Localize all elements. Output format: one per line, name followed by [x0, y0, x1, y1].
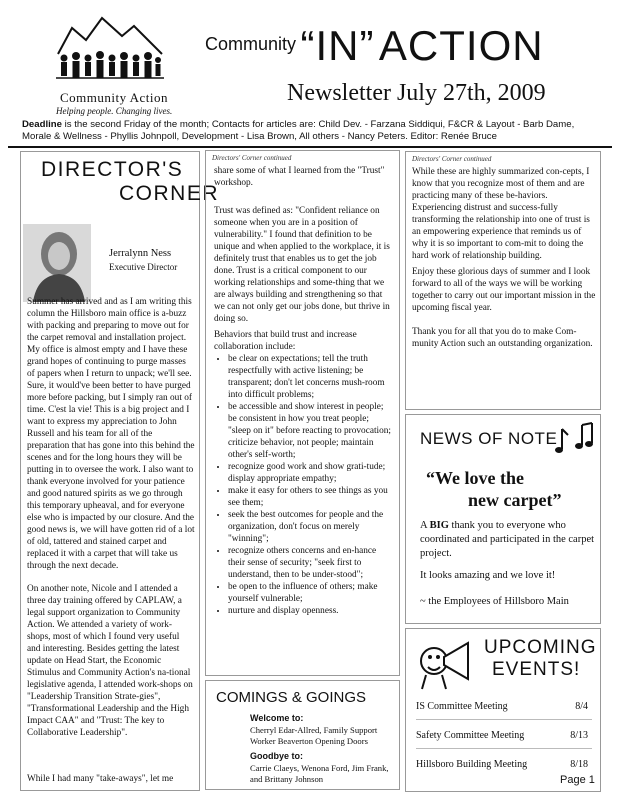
- column3-paragraph-2: Enjoy these glorious days of summer and I look forward to all of the ways we will be working together to carry out our important mission in the upcoming fiscal year.: [412, 267, 596, 313]
- upcoming-events-heading: [484, 637, 597, 681]
- deadline-text: is the second Friday of the month; Contacts for articles are: Child Dev. - Farzana Siddiqui, F&CR & Layout - Barb Dame, Morale & Wellness - Phyllis Johnpoll, Development - Lisa Brown, All others - Nancy Peters. Editor: Renée Bruce: [22, 119, 575, 142]
- logo-tagline: Helping people. Changing lives.: [56, 106, 173, 116]
- trust-behaviors-list: [214, 353, 394, 617]
- directors-corner-paragraph-1: Summer has arrived and as I am writing this column the Hillsboro main office is a-buzz with packing and preparing to move out for the carpet removal and installation project. My office is almost empty and I have these grand hopes of continuing to purge masses of papers when I return to unpack; we'll see. Sure, it would've been better to have purged more before packing, but I simply ran out of time. C'est la vie! This is a big project and I want to express my appreciation to John Russell and his team for all of the preparation that has gone into this behind the scenes and for the long hours they will be putting in to oversee the work. I also want to thank everyone involved for your patience and good natured spirits as we go through this temporary upheaval, and for everyone else who is impacted by our closure. And the good news is, we will have gotten rid of a lot of old, tattered and stained carpet and replaced it with a carpet that will take us through the next decade.: [27, 297, 195, 571]
- event-divider: [416, 719, 592, 720]
- upcoming-heading-line-2: EVENTS!: [492, 659, 581, 680]
- deadline-label: Deadline: [22, 119, 62, 130]
- column3-paragraph-1: While these are highly summarized con-cepts, I know that you recognize most of them and are practicing many of these be-haviors. Experiencing distrust and success-fully transforming the relationship into one of trust is an empowering experience that reminds us of why it is so important to com-mit to doing the hard work of relationship building.: [412, 167, 590, 261]
- column2-paragraph-3: Behaviors that build trust and increase collaboration include:: [214, 330, 357, 352]
- news-of-note-heading: NEWS OF NOTE: [420, 429, 558, 448]
- column2-paragraph-1: share some of what I learned from the "Trust" workshop.: [214, 166, 385, 188]
- continued-label: Directors' Corner continued: [212, 154, 292, 162]
- list-item: • be accessible and show interest in people; be consistent in how you treat people; "sleep on it" before reacting to provocation; criticize behavior, not people; maintain other's self-worth;: [228, 401, 394, 461]
- news-quote: [420, 467, 596, 511]
- music-notes-icon: [552, 421, 596, 457]
- column3-paragraph-3: Thank you for all that you do to make Com-munity Action such an outstanding organization.: [412, 327, 593, 349]
- welcome-text: Cherryl Edar-Allred, Family Support Worker Beaverton Opening Doors: [250, 725, 378, 746]
- directors-corner-paragraph-2: On another note, Nicole and I attended a three day training offered by CAPLAW, a legal support organization to Community Action. We attended a variety of work-shops, most of which I found very useful and interesting. Besides getting the latest update on Head Start, the Economic Stimulus and Community Action's na-tional legislative agenda, I attended work-shops on "Leadership Transition Strate-gies", "Transformational Leadership and the High Impact CAA" and "Trust: The key to Collaborative Leadership".: [27, 584, 193, 738]
- directors-corner-paragraph-3: While I had many "take-aways", let me: [27, 774, 174, 784]
- event-divider: [416, 748, 592, 749]
- community-action-logo: [38, 14, 188, 114]
- directors-corner: [20, 151, 220, 791]
- title-action: ACTION: [378, 22, 544, 69]
- deadline-notice: [22, 119, 602, 143]
- event-name: Safety Committee Meeting: [416, 730, 525, 741]
- masthead: [205, 22, 605, 117]
- list-item: • be clear on expectations; tell the truth respectfully with active listening; be transparent; don't let concerns mush-room into difficult problems;: [228, 353, 394, 401]
- news-paragraph-1-lead: A: [420, 520, 430, 531]
- event-row: [416, 701, 594, 712]
- directors-corner-heading-2: CORNER: [119, 182, 220, 205]
- continued-label: Directors' Corner continued: [412, 155, 492, 163]
- title-community: Community: [205, 34, 297, 54]
- event-row: [416, 730, 594, 741]
- welcome-label: Welcome to:: [250, 713, 304, 723]
- goodbye-label: Goodbye to:: [250, 751, 303, 761]
- news-paragraph-1: [420, 519, 598, 561]
- news-big-word: BIG: [429, 520, 449, 531]
- upcoming-events: [405, 628, 601, 792]
- comings-and-goings: [205, 680, 400, 790]
- page-number: Page 1: [560, 774, 595, 786]
- title-in: “IN”: [300, 22, 375, 69]
- list-item: • recognize others concerns and en-hance their sense of security; "seek first to understand, then to be under-stood";: [228, 545, 394, 581]
- list-item: • be open to the influence of others; make yourself vulnerable;: [228, 581, 394, 605]
- news-quote-line-2: new carpet”: [468, 490, 562, 510]
- announcer-megaphone-icon: [416, 635, 476, 691]
- news-of-note: [405, 414, 601, 624]
- news-quote-line-1: “We love the: [426, 468, 524, 488]
- event-name: Hillsboro Building Meeting: [416, 759, 528, 770]
- directors-corner-heading-1: DIRECTOR'S: [41, 158, 184, 181]
- event-date: 8/13: [570, 730, 588, 741]
- list-item: • make it easy for others to see things as you see them;: [228, 485, 394, 509]
- event-row: [416, 759, 594, 770]
- event-name: IS Committee Meeting: [416, 701, 508, 712]
- directors-corner-continued-2: [405, 151, 601, 410]
- director-title: Executive Director: [109, 262, 178, 272]
- news-paragraph-1-rest: thank you to everyone who coordinated and participated in the carpet project.: [420, 520, 595, 559]
- director-name: Jerralynn Ness: [109, 248, 172, 259]
- header-divider: [8, 146, 612, 148]
- news-signature: ~ the Employees of Hillsboro Main: [420, 596, 569, 607]
- goodbye-text: Carrie Claeys, Wenona Ford, Jim Frank, and Brittany Johnson: [250, 763, 389, 784]
- list-item: • nurture and display openness.: [228, 605, 394, 617]
- comings-goings-heading: COMINGS & GOINGS: [216, 689, 367, 706]
- upcoming-heading-line-1: UPCOMING: [484, 637, 597, 658]
- event-date: 8/4: [575, 701, 588, 712]
- director-photo: [23, 224, 91, 302]
- list-item: • recognize good work and show grati-tude; display appropriate empathy;: [228, 461, 394, 485]
- event-date: 8/18: [570, 759, 588, 770]
- news-paragraph-2: It looks amazing and we love it!: [420, 570, 556, 581]
- newsletter-title: [205, 22, 544, 70]
- directors-corner-continued-1: [205, 150, 400, 676]
- column2-paragraph-2: Trust was defined as: "Confident reliance on someone when you are in a position of vulnerability." I found that definition to be unique and when applied to the workplace, it is definitely trust that enables us to get the job done. Trust is a critical component to our working relationships and some-thing that we are always building and strengthening so that we can not only get our jobs done, but thrive in doing so.: [214, 206, 390, 324]
- newsletter-date: Newsletter July 27th, 2009: [287, 80, 546, 106]
- logo-name: Community Action: [60, 90, 169, 105]
- list-item: • seek the best outcomes for people and the organization, don't focus on merely "winning";: [228, 509, 394, 545]
- people-house-icon: [38, 14, 188, 92]
